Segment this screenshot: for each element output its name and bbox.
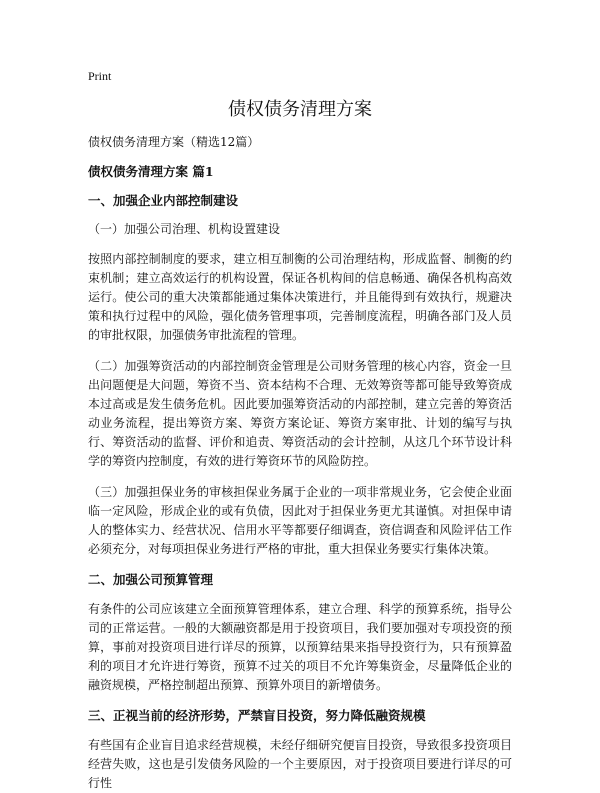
document-intro: 债权债务清理方案（精选12篇） xyxy=(88,135,260,149)
subheading-governance: （一）加强公司治理、机构设置建设 xyxy=(88,222,281,236)
section-heading-internal-control: 一、加强企业内部控制建设 xyxy=(88,193,239,208)
paragraph-financing-control: （二）加强筹资活动的内部控制资金管理是公司财务管理的核心内容，资金一旦出问题便是大问题，筹资不当、资本结构不合理、无效筹资等都可能导致筹资成本过高或是发生债务危机。因此要加强筹资活动的内部控制，建立完善的筹资活动业务流程，提出筹资方案、筹资方案论证、筹资方案审批、计划的编写与执行、筹资活动的监督、评价和追责、筹资活动的会计控制，从这几个环节设计科学的筹资内控制度，有效的进行筹资环节的风险防控。 xyxy=(88,359,512,468)
part-title: 债权债务清理方案 篇1 xyxy=(88,164,214,179)
section-heading-economy: 三、正视当前的经济形势，严禁盲目投资，努力降低融资规模 xyxy=(88,708,426,723)
paragraph-governance: 按照内部控制制度的要求，建立相互制衡的公司治理结构，形成监督、制衡的约束机制；建立高效运行的机构设置，保证各机构间的信息畅通、确保各机构高效运行。使公司的重大决策都能通过集体决策进行，并且能得到有效执行，规避决策和执行过程中的风险，强化债务管理事项，完善制度流程，明确各部门及人员的审批权限，加强债务审批流程的管理。 xyxy=(88,252,512,342)
section-heading-budget: 二、加强公司预算管理 xyxy=(88,572,214,587)
document-title: 债权债务清理方案 xyxy=(228,99,372,120)
paragraph-guarantee-review: （三）加强担保业务的审核担保业务属于企业的一项非常规业务，它会使企业面临一定风险，形成企业的或有负债，因此对于担保业务更尤其谨慎。对担保申请人的整体实力、经营状况、信用水平等都要仔细调查，资信调查和风险评估工作必须充分，对每项担保业务进行严格的审批，重大担保业务要实行集体决策。 xyxy=(88,485,512,556)
paragraph-economy: 有些国有企业盲目追求经营规模，未经仔细研究便盲目投资，导致很多投资项目经营失败，这也是引发债务风险的一个主要原因，对于投资项目要进行详尽的可行性 xyxy=(88,738,512,790)
print-label: Print xyxy=(88,69,112,83)
paragraph-budget: 有条件的公司应该建立全面预算管理体系，建立合理、科学的预算系统，指导公司的正常运营。一般的大额融资都是用于投资项目，我们要加强对专项投资的预算，事前对投资项目进行详尽的预算，以预算结果来指导投资行为，只有预算盈利的项目才允许进行筹资，预算不过关的项目不允许筹集资金，尽量降低企业的融资规模，严格控制超出预算、预算外项目的新增债务。 xyxy=(88,602,512,692)
